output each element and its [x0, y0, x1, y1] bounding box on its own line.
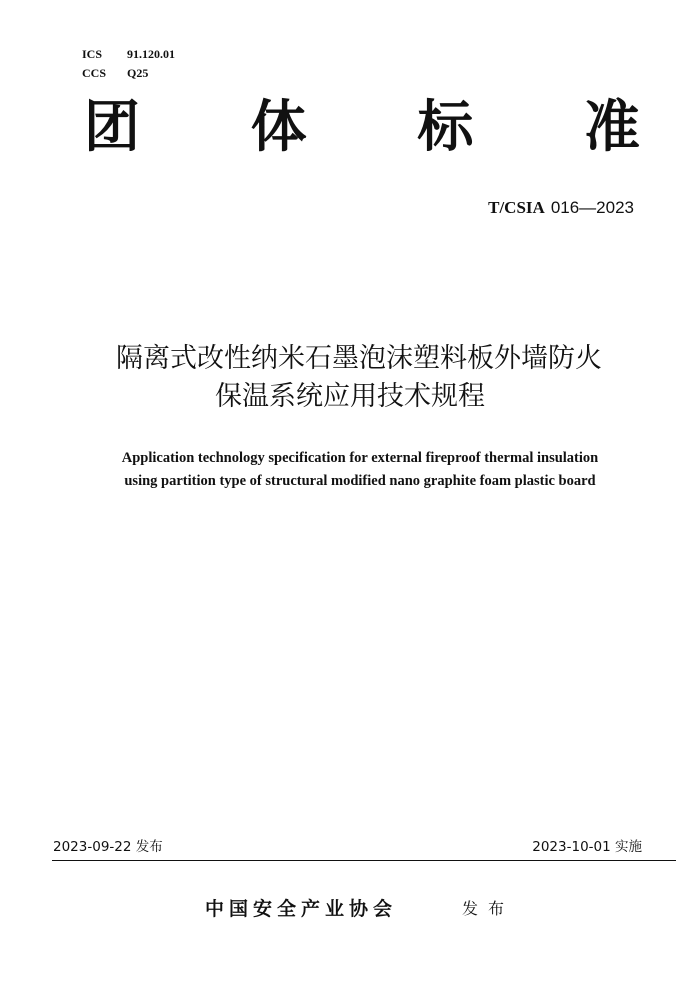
ics-label: ICS: [82, 47, 103, 61]
publish-label: 发布: [462, 899, 515, 918]
ccs-code: Q25: [127, 66, 149, 80]
banner-char-2: 体: [250, 95, 307, 160]
english-title-line-2: using partition type of structural modified nano graphite foam plastic board: [124, 473, 596, 489]
classification-block: [82, 45, 175, 83]
standard-number-code: 016—2023: [550, 198, 634, 217]
banner-char-3: 标: [417, 95, 474, 160]
chinese-title-line-2: 保温系统应用技术规程: [215, 381, 485, 412]
standard-number-prefix: T/CSIA: [488, 198, 545, 217]
standard-type-banner: [84, 96, 640, 160]
ccs-row: [82, 64, 175, 83]
ics-code: 91.120.01: [127, 47, 175, 61]
standard-number: [488, 197, 634, 219]
implementation-date: 2023-10-01 实施: [532, 839, 642, 855]
ccs-label: CCS: [82, 66, 107, 80]
chinese-title: [0, 340, 700, 416]
ics-row: [82, 45, 175, 64]
chinese-title-line-1: 隔离式改性纳米石墨泡沫塑料板外墙防火: [116, 343, 602, 374]
english-title-line-1: Application technology specification for external fireproof thermal insulation: [121, 450, 599, 466]
banner-char-1: 团: [84, 95, 140, 160]
publisher-name: 中国安全产业协会: [205, 898, 398, 920]
banner-char-4: 准: [583, 95, 640, 160]
english-title: [0, 447, 700, 493]
footer-divider: [52, 860, 676, 861]
issue-date: 2023-09-22 发布: [53, 839, 163, 855]
